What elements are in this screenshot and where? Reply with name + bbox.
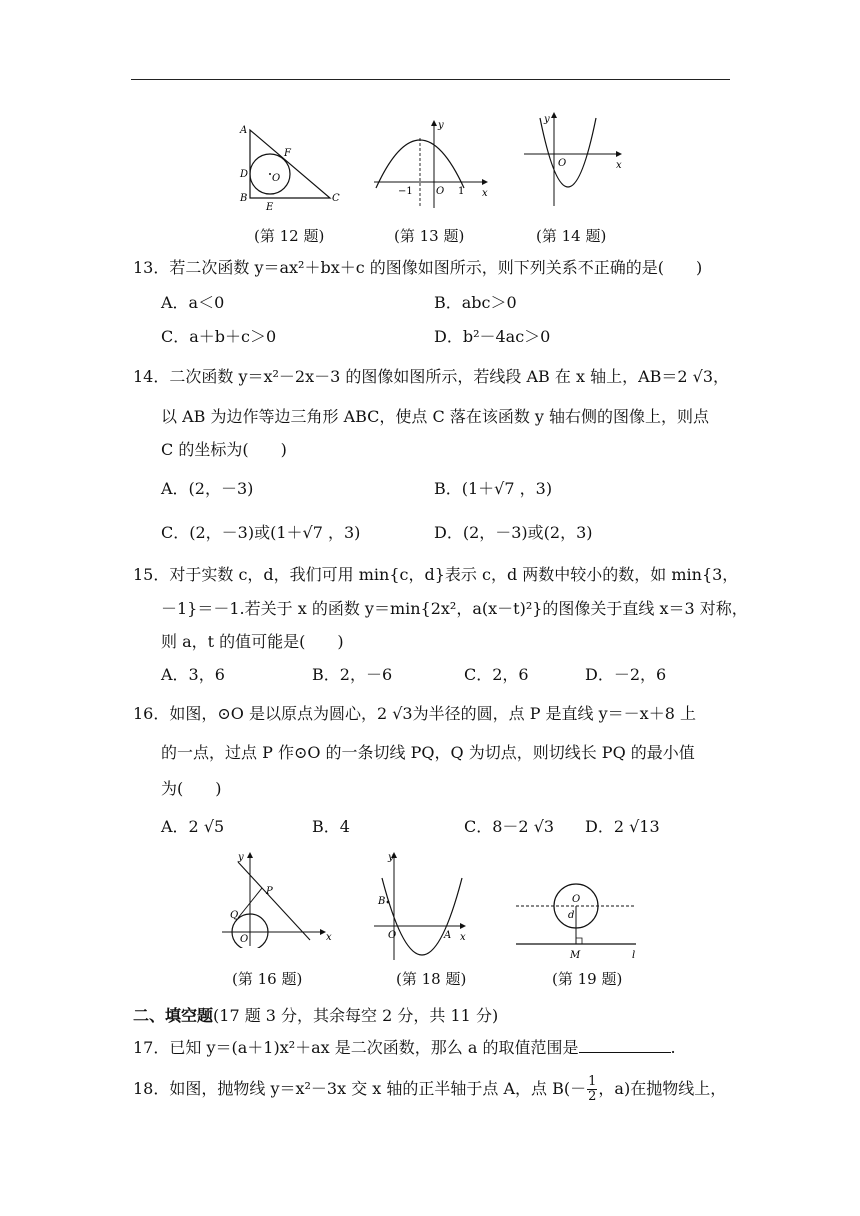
label-y: y [388, 852, 394, 863]
label-M: M [570, 950, 581, 961]
label-E: E [266, 202, 274, 210]
label-x: x [616, 160, 622, 171]
label-d: d [568, 910, 575, 921]
q16-option-b: B．4 [312, 817, 350, 836]
label-B: B [240, 193, 248, 204]
label-D: D [240, 169, 249, 180]
label-y: y [544, 114, 550, 125]
label-y: y [438, 120, 444, 131]
q14-option-c: C．(2，－3)或(1＋√7 ，3) [161, 523, 361, 542]
caption-16: (第 16 题) [232, 970, 303, 988]
label-A: A [240, 125, 248, 136]
label-O: O [272, 173, 281, 184]
q13-option-d: D．b²－4ac＞0 [434, 327, 551, 346]
q16-line3: 为( ) [161, 779, 222, 798]
q14-option-a: A．(2，－3) [161, 479, 254, 498]
q15-line2: －1}＝－1.若关于 x 的函数 y＝min{2x²，a(x－t)²}的图像关于直线 x＝3 对称， [161, 599, 748, 618]
caption-19: (第 19 题) [552, 970, 623, 988]
q17-text: 17．已知 y＝(a＋1)x²＋ax 是二次函数，那么 a 的取值范围是 [133, 1038, 579, 1057]
header-rule [131, 79, 730, 80]
q14-line1: 14．二次函数 y＝x²－2x－3 的图像如图所示，若线段 AB 在 x 轴上，AB＝2 √3， [133, 367, 730, 386]
q16-option-c: C．8－2 √3 [464, 817, 555, 836]
q13-option-c: C．a＋b＋c＞0 [161, 327, 277, 346]
q13-option-a: A．a＜0 [161, 293, 225, 312]
q18-text: 18．如图，抛物线 y＝x²－3x 交 x 轴的正半轴于点 A，点 B(－ [133, 1079, 587, 1098]
label-Q: Q [230, 910, 239, 921]
q17-answer-blank [579, 1038, 671, 1053]
q16-line2: 的一点，过点 P 作⊙O 的一条切线 PQ，Q 为切点，则切线长 PQ 的最小值 [161, 743, 695, 762]
label-O: O [240, 934, 249, 945]
q14-option-b: B．(1＋√7 ，3) [434, 479, 553, 498]
label-y: y [238, 852, 244, 863]
q15-option-d: D．－2，6 [585, 665, 667, 684]
q13-stem: 13．若二次函数 y＝ax²＋bx＋c 的图像如图所示，则下列关系不正确的是( ) [133, 258, 703, 277]
label-x: x [482, 188, 488, 199]
section-heading [133, 1003, 498, 1026]
q13-option-b: B．abc＞0 [434, 293, 517, 312]
q15-line1: 15．对于实数 c，d，我们可用 min{c，d}表示 c，d 两数中较小的数，如 min{3， [133, 565, 739, 584]
q16-line1: 16．如图，⊙O 是以原点为圆心，2 √3为半径的圆，点 P 是直线 y＝－x＋8 上 [133, 704, 696, 723]
q15-option-a: A．3，6 [161, 665, 225, 684]
label-F: F [284, 148, 291, 159]
figure-16 [218, 848, 334, 948]
label-x: x [326, 932, 332, 943]
label-O: O [388, 930, 397, 941]
q17-line [133, 1038, 676, 1058]
label-C: C [332, 193, 340, 204]
label-O: O [436, 186, 445, 197]
label-O: O [572, 894, 581, 905]
caption-14: (第 14 题) [536, 227, 607, 245]
q14-line2: 以 AB 为边作等边三角形 ABC，使点 C 落在该函数 y 轴右侧的图像上，则点 [161, 407, 710, 426]
q18-frac-den: 2 [588, 1089, 597, 1104]
caption-12: (第 12 题) [254, 227, 325, 245]
q18-text-end: ，a)在抛物线上， [598, 1079, 727, 1098]
label-O: O [558, 158, 567, 169]
q18-frac-num: 1 [588, 1074, 597, 1089]
section-title: 二、填空题 [133, 1006, 214, 1025]
q15-option-b: B．2，－6 [312, 665, 393, 684]
label-B: B [378, 896, 386, 907]
section-note: (17 题 3 分，其余每空 2 分，共 11 分) [213, 1006, 499, 1025]
q17-end: . [670, 1038, 676, 1057]
caption-18: (第 18 题) [396, 970, 467, 988]
figure-14 [520, 108, 630, 208]
figure-13 [370, 118, 492, 210]
q16-option-d: D．2 √13 [585, 817, 660, 836]
figure-19 [512, 872, 642, 962]
caption-13: (第 13 题) [394, 227, 465, 245]
label-1: 1 [458, 186, 465, 197]
q15-line3: 则 a，t 的值可能是( ) [161, 632, 344, 651]
label-P: P [266, 886, 273, 897]
label-x: x [460, 932, 466, 943]
figure-18 [372, 848, 472, 962]
q15-option-c: C．2，6 [464, 665, 529, 684]
q16-option-a: A．2 √5 [161, 817, 225, 836]
label-l: l [632, 950, 636, 961]
q18-fraction [587, 1075, 597, 1104]
q18-line [133, 1075, 726, 1104]
label-neg1: −1 [398, 186, 413, 197]
q14-option-d: D．(2，－3)或(2，3) [434, 523, 593, 542]
label-A: A [444, 930, 452, 941]
q14-line3: C 的坐标为( ) [161, 440, 287, 459]
figure-12 [232, 118, 344, 210]
